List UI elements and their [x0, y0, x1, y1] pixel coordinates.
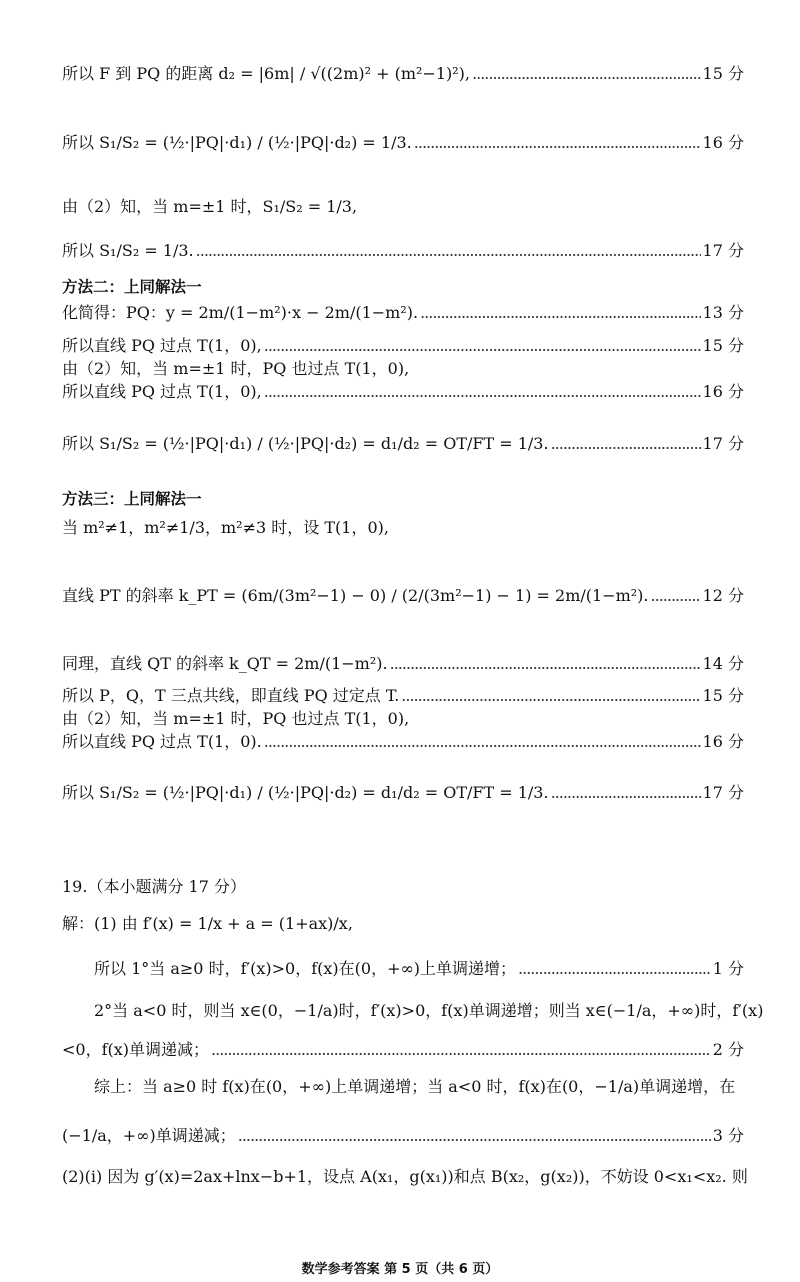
score-points: 15 分 [702, 686, 744, 705]
solution-line [62, 685, 744, 707]
score-points: 14 分 [702, 654, 744, 673]
line-text: 所以 S₁/S₂ = (½·|PQ|·d₁) / (½·|PQ|·d₂) = d₁/d₂ = OT/FT = 1/3. [62, 783, 549, 802]
line-text: 直线 PT 的斜率 k_PT = (6m/(3m²−1) − 0) / (2/(3m²−1) − 1) = 2m/(1−m²). [62, 586, 649, 605]
line-text: 所以 S₁/S₂ = (½·|PQ|·d₁) / (½·|PQ|·d₂) = d₁/d₂ = OT/FT = 1/3. [62, 434, 549, 453]
leader-dots [264, 381, 701, 403]
leader-dots [651, 585, 701, 607]
line-text: 所以 P，Q，T 三点共线，即直线 PQ 过定点 T. [62, 686, 400, 705]
solution-line [62, 358, 744, 380]
solution-line [62, 1039, 744, 1061]
leader-dots [551, 782, 701, 804]
line-text: 所以 S₁/S₂ = 1/3. [62, 241, 194, 260]
line-text: 同理，直线 QT 的斜率 k_QT = 2m/(1−m²). [62, 654, 388, 673]
solution-line [62, 731, 744, 753]
solution-line [62, 585, 744, 607]
line-text: 综上：当 a≥0 时 f(x)在(0，+∞)上单调递增；当 a<0 时，f(x)在(0，−1/a)单调递增，在 [62, 1077, 736, 1096]
line-text: 所以 F 到 PQ 的距离 d₂ = |6m| / √((2m)² + (m²−1)²), [62, 64, 471, 83]
solution-line [62, 876, 744, 898]
solution-line [62, 1166, 748, 1188]
line-text: (2)(i) 因为 g′(x)=2ax+lnx−b+1，设点 A(x₁，g(x₁))和点 B(x₂，g(x₂))，不妨设 0<x₁<x₂. 则 [62, 1167, 748, 1186]
line-text: 解：(1) 由 f′(x) = 1/x + a = (1+ax)/x, [62, 914, 353, 933]
leader-dots [472, 63, 701, 85]
score-points: 17 分 [702, 783, 744, 802]
score-points: 13 分 [702, 303, 744, 322]
score-points: 1 分 [712, 959, 744, 978]
solution-line [62, 63, 744, 85]
solution-line [62, 517, 744, 539]
solution-line [62, 958, 744, 980]
solution-line [62, 1000, 764, 1022]
line-text: 所以 1°当 a≥0 时，f′(x)>0，f(x)在(0，+∞)上单调递增； [62, 959, 517, 978]
line-text: 所以直线 PQ 过点 T(1，0). [62, 732, 262, 751]
line-text: 19.（本小题满分 17 分） [62, 877, 246, 896]
leader-dots [414, 132, 701, 154]
score-points: 16 分 [702, 382, 744, 401]
solution-line [62, 913, 744, 935]
leader-dots [238, 1125, 711, 1147]
line-text: 方法二：上同解法一 [62, 278, 202, 296]
score-points: 3 分 [712, 1126, 744, 1145]
score-points: 17 分 [702, 241, 744, 260]
line-text: <0，f(x)单调递减； [62, 1040, 210, 1059]
leader-dots [211, 1039, 711, 1061]
line-text: 所以 S₁/S₂ = (½·|PQ|·d₁) / (½·|PQ|·d₂) = 1/3. [62, 133, 412, 152]
page-footer: 数学参考答案 第 5 页（共 6 页） [301, 1262, 499, 1277]
solution-line [62, 302, 744, 324]
score-points: 16 分 [702, 732, 744, 751]
line-text: 由（2）知，当 m=±1 时，PQ 也过点 T(1，0), [62, 359, 410, 378]
solution-line [62, 381, 744, 403]
score-points: 2 分 [712, 1040, 744, 1059]
line-text: 所以直线 PQ 过点 T(1，0), [62, 336, 262, 355]
method-heading [62, 488, 744, 510]
score-points: 16 分 [702, 133, 744, 152]
solution-line [62, 240, 744, 262]
leader-dots [420, 302, 700, 324]
line-text: 由（2）知，当 m=±1 时，S₁/S₂ = 1/3, [62, 197, 358, 216]
solution-line [62, 132, 744, 154]
solution-line [62, 433, 744, 455]
leader-dots [264, 335, 701, 357]
solution-line [62, 1125, 744, 1147]
line-text: 由（2）知，当 m=±1 时，PQ 也过点 T(1，0), [62, 709, 410, 728]
solution-line [62, 708, 744, 730]
score-points: 15 分 [702, 64, 744, 83]
line-text: 2°当 a<0 时，则当 x∈(0，−1/a)时，f′(x)>0，f(x)单调递增；则当 x∈(−1/a，+∞)时，f′(x) [62, 1001, 764, 1020]
leader-dots [551, 433, 701, 455]
leader-dots [196, 240, 701, 262]
solution-line [62, 782, 744, 804]
line-text: 方法三：上同解法一 [62, 490, 202, 508]
score-points: 15 分 [702, 336, 744, 355]
solution-line [62, 653, 744, 675]
method-heading [62, 276, 744, 298]
line-text: 化简得：PQ：y = 2m/(1−m²)·x − 2m/(1−m²). [62, 303, 419, 322]
solution-line [62, 335, 744, 357]
leader-dots [390, 653, 701, 675]
line-text: 当 m²≠1，m²≠1/3，m²≠3 时，设 T(1，0), [62, 518, 389, 537]
solution-line [62, 196, 744, 218]
line-text: 所以直线 PQ 过点 T(1，0), [62, 382, 262, 401]
leader-dots [401, 685, 700, 707]
leader-dots [264, 731, 701, 753]
score-points: 17 分 [702, 434, 744, 453]
solution-line [62, 1076, 744, 1098]
leader-dots [518, 958, 711, 980]
line-text: (−1/a，+∞)单调递减； [62, 1126, 236, 1145]
score-points: 12 分 [702, 586, 744, 605]
